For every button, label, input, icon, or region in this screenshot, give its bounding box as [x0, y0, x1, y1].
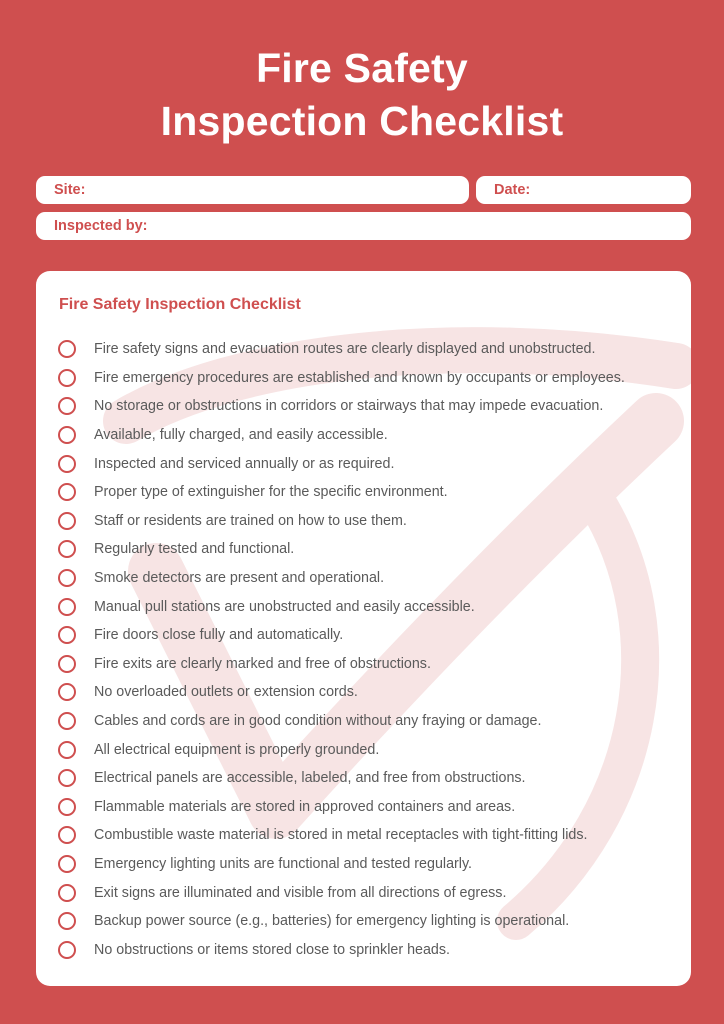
checklist-item-text: Fire doors close fully and automatically.	[94, 627, 344, 644]
checklist-item-text: Exit signs are illuminated and visible from all directions of egress.	[94, 884, 507, 901]
checklist-item-text: Fire safety signs and evacuation routes are clearly displayed and unobstructed.	[94, 341, 596, 358]
circle-checkbox-icon[interactable]	[58, 397, 76, 415]
title-line-2: Inspection Checklist	[160, 98, 564, 144]
circle-checkbox-icon[interactable]	[58, 483, 76, 501]
circle-checkbox-icon[interactable]	[58, 798, 76, 816]
checklist-item[interactable]	[58, 421, 625, 450]
checklist-item-text: Proper type of extinguisher for the specific environment.	[94, 484, 448, 501]
checklist-item[interactable]	[58, 678, 625, 707]
checklist-item[interactable]	[58, 878, 625, 907]
checklist-item[interactable]	[58, 907, 625, 936]
checklist-item-text: Regularly tested and functional.	[94, 541, 295, 558]
site-label: Site:	[54, 182, 86, 198]
circle-checkbox-icon[interactable]	[58, 626, 76, 644]
checklist-card	[36, 271, 691, 986]
checklist-item[interactable]	[58, 364, 625, 393]
circle-checkbox-icon[interactable]	[58, 340, 76, 358]
circle-checkbox-icon[interactable]	[58, 912, 76, 930]
checklist-item-text: No overloaded outlets or extension cords.	[94, 684, 358, 701]
checklist-item-text: No obstructions or items stored close to sprinkler heads.	[94, 941, 450, 958]
checklist-item[interactable]	[58, 335, 625, 364]
checklist-item-text: Available, fully charged, and easily accessible.	[94, 427, 388, 444]
checklist-item[interactable]	[58, 821, 625, 850]
inspected-by-input[interactable]	[153, 216, 539, 234]
circle-checkbox-icon[interactable]	[58, 741, 76, 759]
checklist-item-text: Fire exits are clearly marked and free of obstructions.	[94, 655, 431, 672]
checklist-item[interactable]	[58, 592, 625, 621]
checklist-item-text: Staff or residents are trained on how to use them.	[94, 512, 407, 529]
checklist-item[interactable]	[58, 735, 625, 764]
checklist-item[interactable]	[58, 621, 625, 650]
checklist-item[interactable]	[58, 935, 625, 964]
checklist-item-text: Combustible waste material is stored in metal receptacles with tight-fitting lids.	[94, 827, 588, 844]
checklist-item[interactable]	[58, 650, 625, 679]
checklist-title: Fire Safety Inspection Checklist	[59, 296, 301, 313]
circle-checkbox-icon[interactable]	[58, 769, 76, 787]
checklist-item-text: No storage or obstructions in corridors or stairways that may impede evacuation.	[94, 398, 604, 415]
circle-checkbox-icon[interactable]	[58, 941, 76, 959]
checklist-item-text: Backup power source (e.g., batteries) for emergency lighting is operational.	[94, 913, 570, 930]
date-input[interactable]	[536, 180, 658, 198]
circle-checkbox-icon[interactable]	[58, 855, 76, 873]
checklist-item-text: All electrical equipment is properly grounded.	[94, 741, 380, 758]
circle-checkbox-icon[interactable]	[58, 369, 76, 387]
checklist-item[interactable]	[58, 392, 625, 421]
circle-checkbox-icon[interactable]	[58, 426, 76, 444]
checklist-item[interactable]	[58, 535, 625, 564]
circle-checkbox-icon[interactable]	[58, 540, 76, 558]
checklist-item[interactable]	[58, 764, 625, 793]
circle-checkbox-icon[interactable]	[58, 569, 76, 587]
checklist-item-text: Cables and cords are in good condition without any fraying or damage.	[94, 713, 542, 730]
inspected-by-field[interactable]	[36, 212, 691, 240]
date-field[interactable]	[476, 176, 691, 204]
circle-checkbox-icon[interactable]	[58, 655, 76, 673]
date-label: Date:	[494, 182, 531, 198]
checklist-item-text: Inspected and serviced annually or as required.	[94, 455, 395, 472]
circle-checkbox-icon[interactable]	[58, 884, 76, 902]
circle-checkbox-icon[interactable]	[58, 512, 76, 530]
page-title	[0, 42, 724, 148]
circle-checkbox-icon[interactable]	[58, 712, 76, 730]
circle-checkbox-icon[interactable]	[58, 598, 76, 616]
circle-checkbox-icon[interactable]	[58, 455, 76, 473]
circle-checkbox-icon[interactable]	[58, 826, 76, 844]
checklist-item[interactable]	[58, 793, 625, 822]
checklist-item-text: Fire emergency procedures are established and known by occupants or employees.	[94, 369, 625, 386]
checklist-item[interactable]	[58, 707, 625, 736]
checklist-item[interactable]	[58, 449, 625, 478]
checklist-item[interactable]	[58, 564, 625, 593]
checklist-item-text: Electrical panels are accessible, labeled, and free from obstructions.	[94, 770, 526, 787]
checklist-item-text: Manual pull stations are unobstructed and easily accessible.	[94, 598, 475, 615]
checklist-item-text: Flammable materials are stored in approved containers and areas.	[94, 798, 516, 815]
site-field[interactable]	[36, 176, 469, 204]
inspected-by-label: Inspected by:	[54, 218, 148, 234]
checklist-item[interactable]	[58, 850, 625, 879]
checklist	[58, 335, 625, 964]
checklist-item[interactable]	[58, 478, 625, 507]
checklist-item-text: Emergency lighting units are functional and tested regularly.	[94, 855, 473, 872]
title-line-1: Fire Safety	[256, 45, 468, 91]
site-input[interactable]	[91, 180, 344, 198]
checklist-item-text: Smoke detectors are present and operational.	[94, 570, 385, 587]
circle-checkbox-icon[interactable]	[58, 683, 76, 701]
checklist-item[interactable]	[58, 507, 625, 536]
